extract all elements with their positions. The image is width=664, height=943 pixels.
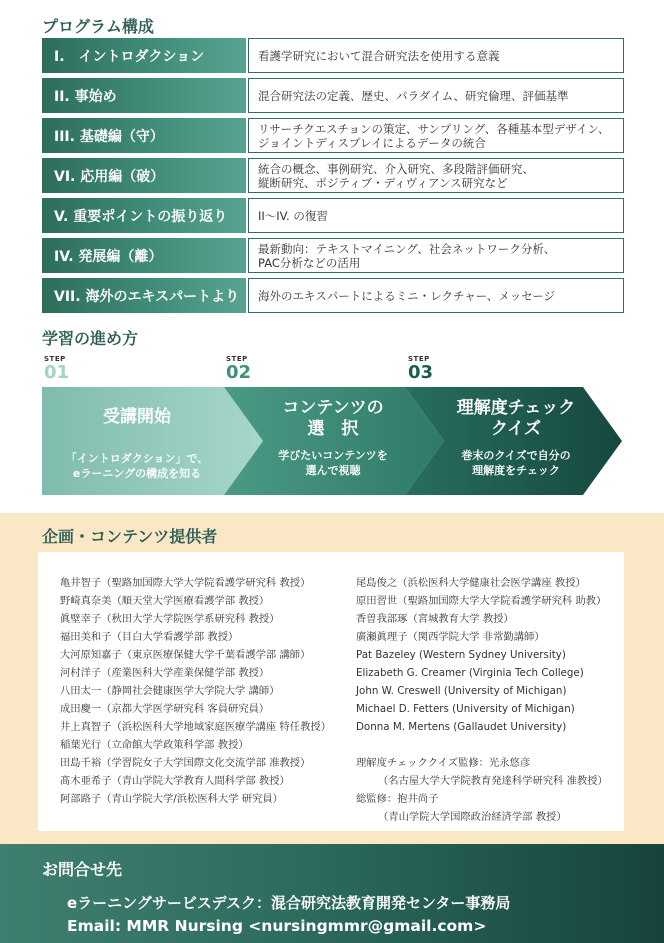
step-02-desc-line-2: 選んで視聴	[305, 464, 361, 477]
step-02-desc	[238, 448, 428, 478]
step-01-word: STEP	[44, 355, 66, 363]
program-row-label: V. 重要ポイントの振り返り	[42, 198, 246, 233]
provider-item: 野崎真奈美（順天堂大学医療看護学部 教授）	[60, 595, 270, 607]
program-row-description-line: 混合研究法の定義、歴史、パラダイム、研究倫理、評価基準	[258, 88, 569, 103]
step-03-title	[418, 398, 614, 440]
provider-item: Pat Bazeley (Western Sydney University)	[356, 649, 566, 661]
step-03-word: STEP	[408, 355, 430, 363]
step-02-title-line-1: コンテンツの	[282, 398, 384, 418]
contact-desk: eラーニングサービスデスク：混合研究法教育開発センター事務局	[67, 894, 511, 912]
program-row-label: IV. 発展編（離）	[42, 238, 246, 273]
provider-item: 亀井智子（聖路加国際大学大学院看護学研究科 教授）	[60, 577, 311, 589]
providers-right-list	[356, 574, 608, 736]
step-03-title-line-1: 理解度チェック	[456, 398, 576, 418]
contact-email[interactable]: Email: MMR Nursing <nursingmmr@gmail.com>	[67, 917, 487, 935]
provider-item: 大河原知嘉子（東京医療保健大学千葉看護学部 講師）	[60, 649, 311, 661]
provider-item: 田島千裕（学習院女子大学国際文化交流学部 准教授）	[60, 757, 311, 769]
quiz-supervisor-affiliation: （名古屋大学大学院教育発達科学研究科 准教授）	[378, 775, 608, 787]
providers-box	[38, 552, 624, 831]
provider-item: 原田習世（聖路加国際大学大学院看護学研究科 助教）	[356, 595, 607, 607]
step-01-title-line: 受講開始	[103, 407, 171, 427]
step-02-number: 02	[226, 362, 252, 383]
provider-item: Elizabeth G. Creamer (Virginia Tech College)	[356, 667, 584, 679]
step-02-title	[238, 398, 428, 440]
step-01-desc-line-1: 「イントロダクション」で、	[65, 452, 209, 465]
provider-item: 阿部路子（青山学院大学/浜松医科大学 研究員）	[60, 793, 283, 805]
step-01-title	[42, 407, 232, 428]
providers-left-column	[60, 574, 331, 808]
provider-item: 尾島俊之（浜松医科大学健康社会医学講座 教授）	[356, 577, 586, 589]
providers-right-column	[356, 574, 608, 826]
provider-item: 髙木亜希子（青山学院大学教育人間科学部 教授）	[60, 775, 290, 787]
step-03-number: 03	[408, 362, 434, 383]
provider-item: Michael D. Fetters (University of Michigan)	[356, 703, 575, 715]
provider-item: 稲葉光行（立命館大学政策科学部 教授）	[60, 739, 249, 751]
program-row-description-line: 統合の概念、事例研究、介入研究、多段階評価研究、	[258, 161, 534, 176]
step-01-desc	[42, 451, 232, 481]
learning-title: 学習の進め方	[42, 329, 139, 348]
step-03-desc-line-1: 巻末のクイズで自分の	[461, 449, 571, 462]
program-row-description-line: II〜IV. の復習	[258, 208, 328, 223]
provider-item: 井上真智子（浜松医科大学地域家庭医療学講座 特任教授）	[60, 721, 331, 733]
general-supervisor-affiliation: （青山学院大学国際政治経済学部 教授）	[378, 811, 567, 823]
contact-title: お問合せ先	[42, 860, 123, 879]
provider-item: 成田慶一（京都大学医学研究科 客員研究員）	[60, 703, 270, 715]
step-02-word: STEP	[226, 355, 248, 363]
program-row-label: II. 事始め	[42, 78, 246, 113]
program-row-description-line: PAC分析などの活用	[258, 255, 361, 270]
provider-item: 福田美和子（目白大学看護学部 教授）	[60, 631, 239, 643]
step-02-title-line-2: 選 択	[307, 419, 359, 439]
provider-item: 眞壁幸子（秋田大学大学院医学系研究科 教授）	[60, 613, 280, 625]
provider-item: 八田太一（静岡社会健康医学大学院大学 講師）	[60, 685, 280, 697]
step-03-title-line-2: クイズ	[491, 419, 541, 439]
provider-item: John W. Creswell (University of Michigan)	[356, 685, 567, 697]
step-02-desc-line-1: 学びたいコンテンツを	[278, 449, 388, 462]
general-supervisor: 総監修：抱井尚子	[356, 793, 439, 805]
program-row-label: VII. 海外のエキスパートより	[42, 278, 246, 313]
step-03-desc-line-2: 理解度をチェック	[472, 464, 560, 477]
program-row-description-line: 海外のエキスパートによるミニ・レクチャー、メッセージ	[258, 288, 556, 303]
providers-title: 企画・コンテンツ提供者	[42, 527, 218, 546]
program-row-description-line: 看護学研究において混合研究法を使用する意義	[258, 48, 500, 63]
program-row-label: I. イントロダクション	[42, 38, 246, 73]
program-row-description-line: 最新動向：テキストマイニング、社会ネットワーク分析、	[258, 241, 556, 256]
program-row-label: III. 基礎編（守）	[42, 118, 246, 153]
provider-item: 廣瀬眞理子（関西学院大学 非常勤講師）	[356, 631, 545, 643]
provider-item: Donna M. Mertens (Gallaudet University)	[356, 721, 567, 733]
program-row-description-line: 縦断研究、ポジティブ・ディヴィアンス研究など	[258, 175, 508, 190]
program-row-description-line: ジョイントディスプレイによるデータの統合	[258, 135, 486, 150]
provider-item: 香曽我部琢（宮城教育大学 教授）	[356, 613, 514, 625]
step-03-desc	[418, 448, 614, 478]
step-01-desc-line-2: eラーニングの構成を知る	[72, 467, 202, 480]
contact-section	[0, 844, 664, 943]
program-title: プログラム構成	[42, 17, 154, 36]
quiz-supervisor: 理解度チェッククイズ監修：光永悠彦	[356, 757, 531, 769]
step-01-number: 01	[44, 362, 70, 383]
program-row-label: VI. 応用編（破）	[42, 158, 246, 193]
provider-item: 河村洋子（産業医科大学産業保健学部 教授）	[60, 667, 270, 679]
program-row-description-line: リサーチクエスチョンの策定、サンプリング、各種基本型デザイン、	[258, 121, 610, 136]
